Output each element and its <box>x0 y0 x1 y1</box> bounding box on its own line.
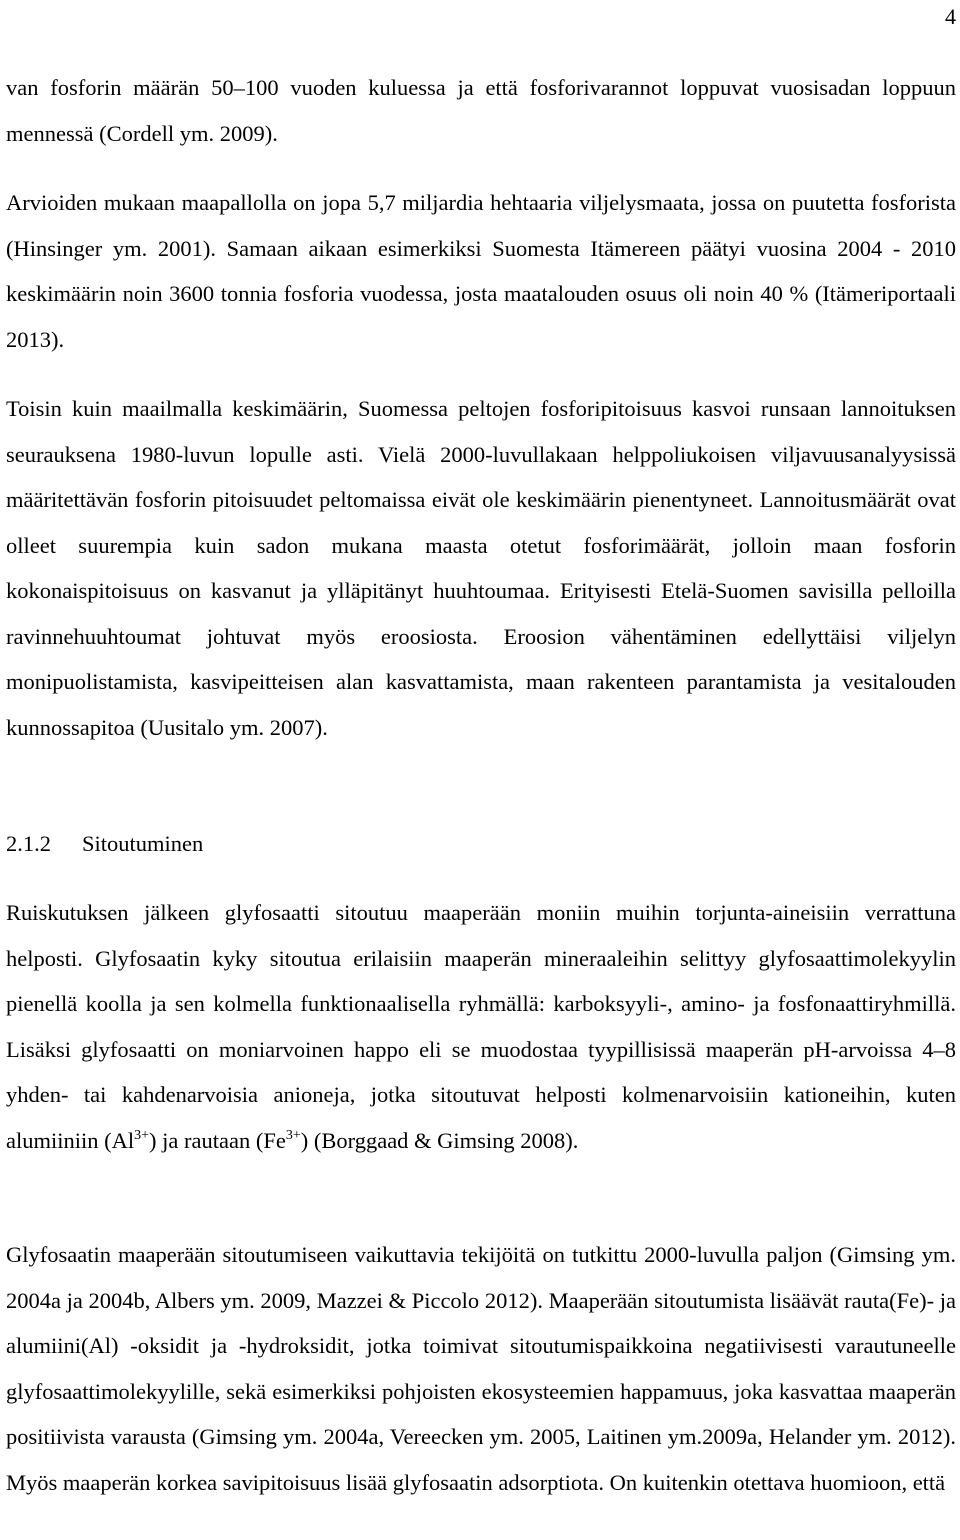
superscript-charge: 3+ <box>134 1127 150 1143</box>
section-heading <box>6 821 956 867</box>
paragraph-text: ) (Borggaad & Gimsing 2008). <box>300 1127 579 1153</box>
paragraph-phosphorus-reserves: van fosforin määrän 50–100 vuoden kuluessa ja että fosforivarannot loppuvat vuosisadan loppuun mennessä (Cordell ym. 2009). <box>6 75 956 146</box>
paragraph-arable-land: Arvioiden mukaan maapallolla on jopa 5,7 miljardia hehtaaria viljelysmaata, jossa on puutetta fosforista (Hinsinger ym. 2001). Samaan aikaan esimerkiksi Suomesta Itämereen päätyi vuosina 2004 - 2010 keskimäärin noin 3600 tonnia fosforia vuodessa, josta maatalouden osuus oli noin 40 % (Itämeriportaali 2013). <box>6 190 956 352</box>
paragraph-text: Ruiskutuksen jälkeen glyfosaatti sitoutuu maaperään moniin muihin torjunta-aineisiin verrattuna helposti. Glyfosaatin kyky sitoutua erilaisiin maaperän mineraaleihin selittyy glyfosaattimolekyylin pienellä koolla ja sen kolmella funktionaalisella ryhmällä: karboksyyli-, amino- ja fosfonaattiryhmillä. Lisäksi glyfosaatti on moniarvoinen happo eli se muodostaa tyypillisissä maaperän pH-arvoissa 4–8 yhden- tai kahdenarvoisia anioneja, jotka sitoutuvat helposti kolmenarvoisiin kationeihin, kuten alumiiniin (Al <box>6 900 956 1153</box>
section-title: Sitoutuminen <box>82 831 204 856</box>
section-number: 2.1.2 <box>6 831 51 856</box>
superscript-charge: 3+ <box>285 1127 301 1143</box>
page-number: 4 <box>945 4 956 29</box>
paragraph-glyphosate-binding <box>6 890 956 1163</box>
paragraph-text: ) ja rautaan (Fe <box>149 1127 286 1153</box>
paragraph-finland-phosphorus: Toisin kuin maailmalla keskimäärin, Suomessa peltojen fosforipitoisuus kasvoi runsaan lannoituksen seurauksena 1980-luvun lopulle asti. Vielä 2000-luvullakaan helppoliukoisen viljavuusanalyysissä määritettävän fosforin pitoisuudet peltomaissa eivät ole keskimäärin pienentyneet. Lannoitusmäärät ovat olleet suurempia kuin sadon mukana maasta otetut fosforimäärät, jolloin maan fosforin kokonaispitoisuus on kasvanut ja ylläpitänyt huuhtoumaa. Erityisesti Etelä-Suomen savisilla pelloilla ravinnehuuhtoumat johtuvat myös eroosiosta. Eroosion vähentäminen edellyttäisi viljelyn monipuolistamista, kasvipeitteisen alan kasvattamista, maan rakenteen parantamista ja vesitalouden kunnossapitoa (Uusitalo ym. 2007). <box>6 396 956 740</box>
paragraph-binding-factors: Glyfosaatin maaperään sitoutumiseen vaikuttavia tekijöitä on tutkittu 2000-luvulla paljon (Gimsing ym. 2004a ja 2004b, Albers ym. 2009, Mazzei & Piccolo 2012). Maaperään sitoutumista lisäävät rauta(Fe)- ja alumiini(Al) -oksidit ja -hydroksidit, jotka toimivat sitoutumispaikkoina negatiivisesti varautuneelle glyfosaattimolekyylille, sekä esimerkiksi pohjoisten ekosysteemien happamuus, joka kasvattaa maaperän positiivista varausta (Gimsing ym. 2004a, Vereecken ym. 2005, Laitinen ym.2009a, Helander ym. 2012). Myös maaperän korkea savipitoisuus lisää glyfosaatin adsorptiota. On kuitenkin otettava huomioon, että <box>6 1242 956 1495</box>
